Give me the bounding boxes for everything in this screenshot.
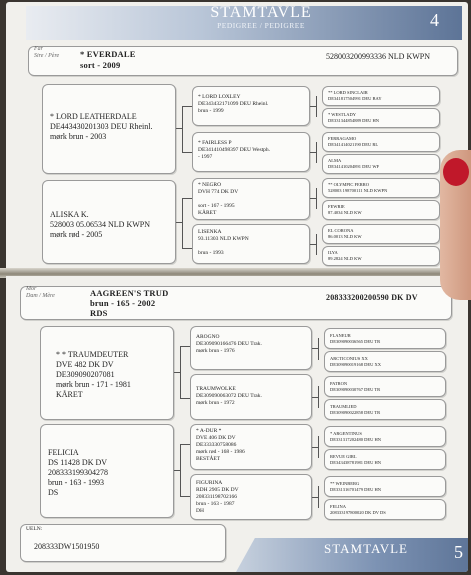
bgen3-0-line-1: DE309090036565 DEU TR (330, 339, 381, 344)
bgen3-3-line-1: DE309090022858 DEU TR (330, 410, 381, 415)
gen3-5-line-1: 87.4034 NLD KW (328, 210, 362, 215)
bgen2-2-line-2: DE333330758086 (196, 442, 237, 448)
gen3-7-line-0: ILYA (328, 250, 338, 255)
connector (318, 338, 319, 360)
gen3-3-line-0: ALMA (328, 158, 342, 163)
connector (182, 198, 183, 248)
bgen3-6-line-0: ** WEINBERG (330, 481, 360, 486)
connector (182, 106, 183, 152)
connector (316, 188, 317, 209)
bgen3-1-line-0: ARCTICONIUS XX (330, 356, 368, 361)
gen3-2-line-1: DE341414021190 DEU RL (328, 142, 379, 147)
bgen3-2-line-0: PATRON (330, 381, 348, 386)
gen3-4-line-1: 528003 198700111 NLD KWPN (328, 188, 388, 193)
bgen2-2-line-3: mørk rød - 168 - 1986 (196, 449, 245, 455)
bgen3-1-line-1: DE309090019168 DEU XX (330, 362, 381, 367)
bgen3-6-line-1: DE331316701479 DEU HN (330, 487, 381, 492)
connector (180, 398, 190, 399)
gen2-1-line-2: - 1997 (198, 154, 213, 160)
connector (180, 346, 190, 347)
dam-extra: RDS (90, 308, 108, 318)
gen3-1-line-0: * WESTLADY (328, 112, 357, 117)
bgen1-0-line-0: * * TRAUMDEUTER (56, 350, 129, 359)
ueln-label: UELN: (26, 526, 43, 532)
bgen1-0-line-4: KÅRET (56, 390, 83, 399)
gen2-3-line-0: LISENKA (198, 229, 222, 235)
connector (318, 486, 319, 508)
bgen3-4-line-0: * ARGENTINUS (330, 431, 362, 436)
bgen2-0-line-2: mørk brun - 1976 (196, 348, 235, 354)
gen3-1-line-1: DE331344854889 DEU HN (328, 118, 379, 123)
bgen2-3-line-0: FIGURINA (196, 480, 223, 486)
connector (182, 248, 192, 249)
pedigree-page-sire (6, 2, 468, 270)
gen2-1-line-1: DE341410498397 DEU Westph. (198, 147, 271, 153)
page-number-bottom: 5 (454, 542, 463, 562)
gen3-6-line-1: 86.0013 NLD KW (328, 234, 362, 239)
bgen1-1-line-1: DS 11428 DK DV (48, 458, 108, 467)
sire-name: * EVERDALE (80, 49, 136, 59)
gen3-5-line-0: FEWRIE (328, 204, 345, 209)
connector (180, 346, 181, 398)
bgen3-7-line-0: FELINA (330, 504, 346, 509)
bgen2-1-line-0: TRAUMWOLKE (196, 386, 236, 392)
gen2-2-line-3: sort - 167 - 1995 (198, 203, 235, 209)
gen2-2-line-1: DVH 774 DK DV (198, 189, 239, 195)
gen2-0-line-2: brun - 1999 (198, 108, 224, 114)
gen1-1-line-0: ALISKA K. (50, 210, 89, 219)
gen3-6-line-0: EL CORONA (328, 228, 354, 233)
bgen3-5-line-1: DE343438781981 DEU HN (330, 460, 381, 465)
sire-reg: 528003200993336 NLD KWPN (326, 52, 430, 61)
header-title: STAMTAVLE (210, 4, 312, 21)
bgen2-2-line-0: * A-DUR * (196, 428, 222, 434)
bgen1-1-line-3: brun - 163 - 1993 (48, 478, 104, 487)
connector (180, 444, 190, 445)
gen3-2-line-0: FERRAGAMO (328, 136, 357, 141)
gen2-3-line-1: 93.11303 NLD KWPN (198, 236, 249, 242)
connector (318, 386, 319, 408)
gen3-7-line-1: 89.2824 NLD KW (328, 256, 362, 261)
gen2-0-line-0: * LORD LOXLEY (198, 94, 241, 100)
bgen1-0-line-1: DVE 482 DK DV (56, 360, 114, 369)
bgen2-3-line-3: brun - 163 - 1987 (196, 501, 235, 507)
gen2-0-line-1: DE343432171099 DEU Rheinl. (198, 101, 269, 107)
gen1-1-line-1: 528003 05.06534 NLD KWPN (50, 220, 150, 229)
gen1-0-line-2: mørk brun - 2003 (50, 132, 107, 141)
gen1-0-line-1: DE443430201303 DEU Rheinl. (50, 122, 153, 131)
gen3-4-line-0: ** OLYMPIC FERRO (328, 182, 370, 187)
footer-title: STAMTAVLE (324, 541, 408, 556)
dam-detail: brun - 165 - 2002 (90, 298, 156, 308)
bgen1-1-line-2: 208333199304278 (48, 468, 108, 477)
bgen2-1-line-2: mørk brun - 1972 (196, 400, 235, 406)
bgen1-1-line-4: DS (48, 488, 59, 497)
connector (182, 198, 192, 199)
dam-name: AAGREEN'S TRUD (90, 288, 169, 298)
bgen1-0-line-3: mørk brun - 171 - 1981 (56, 380, 131, 389)
bgen3-4-line-1: DE331317202480 DEU HN (330, 437, 381, 442)
dam-label-sub: Dam / Mère (26, 293, 55, 299)
bgen3-2-line-1: DE309090030767 DEU TR (330, 387, 381, 392)
gen1-1-line-2: mørk rød - 2005 (50, 230, 103, 239)
gen3-0-line-1: DE341817504991 DEU BAY (328, 96, 382, 101)
connector (318, 436, 319, 458)
bgen2-3-line-2: 208331198702166 (196, 494, 238, 500)
bgen2-2-line-1: DVE 406 DK DV (196, 435, 236, 441)
ueln-value: 208333DW1501950 (34, 542, 100, 551)
gen2-1-line-0: * FAIRLESS P (198, 140, 232, 146)
bgen2-3-line-4: DH (196, 508, 204, 514)
bgen3-5-line-0: REVUE GIRL (330, 454, 357, 459)
pedigree-page-dam (6, 276, 468, 572)
gen2-3-line-3: brun - 1993 (198, 250, 224, 256)
sire-label: Far (34, 46, 43, 52)
sire-label-sub: Sire / Père (34, 53, 60, 59)
bgen1-1-line-0: FELICIA (48, 448, 79, 457)
connector (316, 96, 317, 117)
bgen1-0-line-2: DE309090207081 (56, 370, 115, 379)
gen3-0-line-0: ** LORD SINCLAIR (328, 90, 368, 95)
bgen2-0-line-0: AROGNO (196, 334, 220, 340)
gen2-2-line-4: KÅRET (198, 210, 217, 216)
gen2-2-line-0: * NEGRO (198, 182, 222, 188)
bgen2-0-line-1: DE309090166476 DEU Trak. (196, 341, 262, 347)
gen1-0-line-0: * LORD LEATHERDALE (50, 112, 137, 121)
connector (316, 234, 317, 255)
dam-reg: 208333200200590 DK DV (326, 293, 418, 302)
red-fingernail (443, 158, 469, 186)
page-number-top: 4 (430, 10, 439, 30)
header-subtitle: PEDIGREE / PEDIGREE (217, 21, 305, 30)
bgen3-7-line-1: 208333197800020 DK DV DS (330, 510, 386, 515)
dam-label: Mor (26, 286, 37, 292)
connector (316, 142, 317, 163)
bgen2-1-line-1: DE309090063072 DEU Trak. (196, 393, 262, 399)
bgen3-3-line-0: TRAUMLIED (330, 404, 357, 409)
gen3-3-line-1: DE341410204891 DEU WF (328, 164, 380, 169)
bgen2-2-line-4: BESTÅET (196, 456, 221, 462)
connector (180, 496, 190, 497)
sire-detail: sort - 2009 (80, 60, 121, 70)
connector (182, 152, 192, 153)
bgen2-3-line-1: RDH 2905 DK DV (196, 487, 239, 493)
dam-box (20, 286, 452, 320)
bgen3-0-line-0: FLANEUR (330, 333, 351, 338)
connector (182, 106, 192, 107)
connector (180, 444, 181, 496)
